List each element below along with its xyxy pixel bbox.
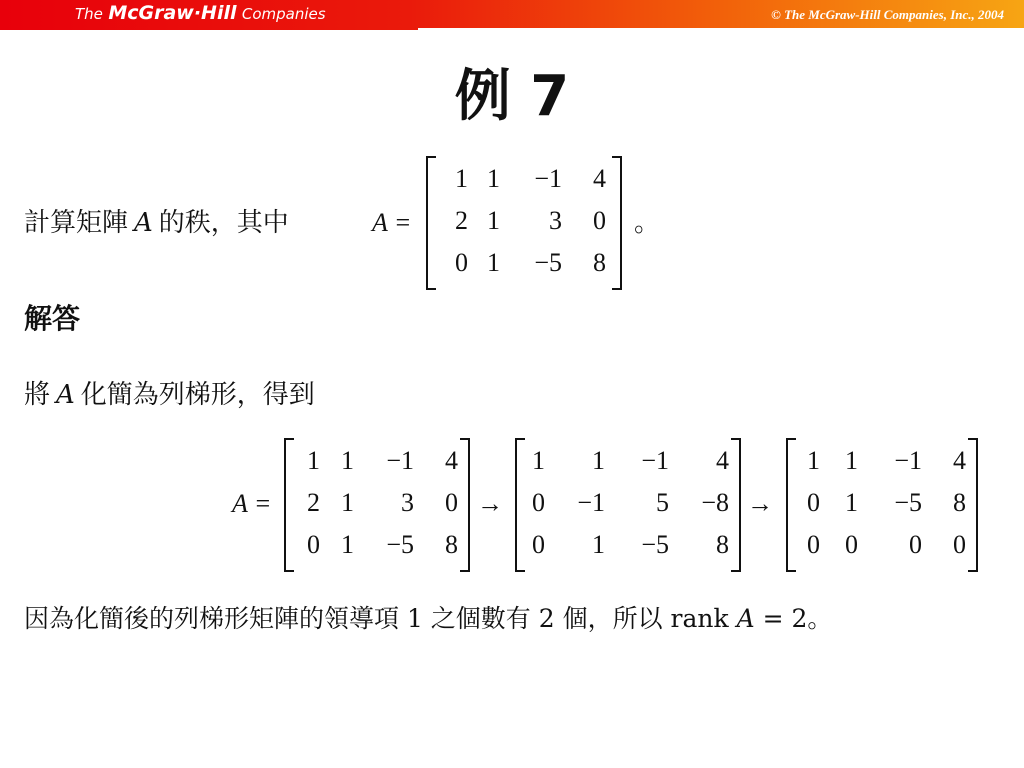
- right-bracket: [968, 438, 978, 572]
- matrix-cell: 1: [455, 164, 468, 193]
- conclusion-text1: 因為化簡後的列梯形矩陣的領導項 1 之個數有 2 個，所以 rank: [24, 604, 737, 633]
- matrix-cell: 4: [593, 164, 606, 193]
- matrix-cell: −1: [894, 446, 922, 475]
- matrix-cell: 2: [455, 206, 468, 235]
- reduce-suffix: 化簡為列梯形，得到: [80, 380, 315, 410]
- matrix-cell: 5: [656, 488, 669, 517]
- matrix-cell: 8: [716, 530, 729, 559]
- problem-eq-lhs: A =: [372, 208, 412, 237]
- reduce-var: A: [56, 380, 75, 410]
- matrix-table: [292, 440, 458, 566]
- matrix-step1: [515, 438, 741, 572]
- matrix-cell: 0: [532, 530, 545, 559]
- matrix-cell: 0: [807, 530, 820, 559]
- matrix-cell: 1: [592, 530, 605, 559]
- problem-suffix: 的秩，其中: [158, 208, 289, 238]
- matrix-cell: 0: [532, 488, 545, 517]
- matrix-cell: 8: [445, 530, 458, 559]
- matrix-cell: −5: [386, 530, 414, 559]
- matrix-cell: 1: [845, 488, 858, 517]
- matrix-table: [523, 440, 729, 566]
- matrix-row: [523, 524, 729, 566]
- left-bracket: [426, 156, 436, 290]
- matrix-cell: 4: [445, 446, 458, 475]
- matrix-table: [436, 158, 606, 284]
- matrix-cell: 1: [487, 206, 500, 235]
- matrix-cell: −1: [641, 446, 669, 475]
- logo-companies: Companies: [241, 5, 326, 23]
- matrix-cell: 1: [341, 446, 354, 475]
- copyright-notice: © The McGraw-Hill Companies, Inc., 2004: [771, 7, 1004, 22]
- matrix-cell: 1: [592, 446, 605, 475]
- problem-var: A: [134, 208, 153, 238]
- matrix-cell: −1: [534, 164, 562, 193]
- right-bracket: [731, 438, 741, 572]
- conclusion-sentence: [24, 602, 832, 636]
- matrix-cell: −1: [386, 446, 414, 475]
- matrix-cell: 1: [487, 164, 500, 193]
- logo-brand: McGraw·Hill: [108, 2, 237, 24]
- matrix-row: [292, 440, 458, 482]
- conclusion-var: A: [736, 604, 755, 633]
- matrix-cell: 2: [307, 488, 320, 517]
- matrix-problem: [426, 156, 622, 290]
- matrix-cell: 0: [455, 248, 468, 277]
- matrix-cell: 1: [845, 446, 858, 475]
- matrix-row: [292, 482, 458, 524]
- matrix-row: [794, 524, 966, 566]
- matrix-original: [284, 438, 470, 572]
- matrix-row: [523, 482, 729, 524]
- arrow-icon: →: [747, 489, 773, 518]
- matrix-cell: −5: [534, 248, 562, 277]
- slide-title: 例 7: [454, 64, 570, 129]
- matrix-row: [794, 482, 966, 524]
- solution-heading: 解答: [24, 302, 81, 335]
- matrix-cell: 1: [532, 446, 545, 475]
- right-bracket: [612, 156, 622, 290]
- matrix-cell: 4: [953, 446, 966, 475]
- mcgraw-hill-logo: [75, 2, 326, 24]
- problem-prefix: 計算矩陣: [24, 208, 129, 238]
- matrix-cell: 1: [341, 530, 354, 559]
- matrix-cell: 8: [953, 488, 966, 517]
- matrix-row: [436, 200, 606, 242]
- chain-eq-lhs: A =: [232, 489, 272, 518]
- reduction-sentence: [24, 378, 315, 412]
- matrix-row: [292, 524, 458, 566]
- matrix-cell: 1: [307, 446, 320, 475]
- header-bar: [0, 0, 1024, 30]
- matrix-cell: 0: [307, 530, 320, 559]
- matrix-row: [523, 440, 729, 482]
- matrix-cell: 1: [487, 248, 500, 277]
- problem-end: 。: [634, 208, 661, 238]
- problem-statement: [24, 206, 289, 240]
- matrix-row: [436, 242, 606, 284]
- matrix-cell: −5: [894, 488, 922, 517]
- matrix-cell: −1: [577, 488, 605, 517]
- matrix-cell: 0: [593, 206, 606, 235]
- matrix-cell: 4: [716, 446, 729, 475]
- matrix-cell: 3: [401, 488, 414, 517]
- matrix-cell: 1: [341, 488, 354, 517]
- matrix-table: [794, 440, 966, 566]
- arrow-icon: →: [477, 489, 503, 518]
- matrix-cell: 0: [445, 488, 458, 517]
- matrix-cell: 8: [593, 248, 606, 277]
- matrix-cell: 0: [807, 488, 820, 517]
- conclusion-text2: = 2。: [754, 604, 833, 633]
- logo-the: The: [75, 5, 103, 23]
- matrix-cell: 0: [909, 530, 922, 559]
- matrix-row: [794, 440, 966, 482]
- matrix-cell: 0: [845, 530, 858, 559]
- matrix-step2: [786, 438, 978, 572]
- matrix-cell: 3: [549, 206, 562, 235]
- right-bracket: [460, 438, 470, 572]
- matrix-cell: 1: [807, 446, 820, 475]
- matrix-cell: −8: [701, 488, 729, 517]
- header-underline: [418, 28, 1024, 30]
- matrix-cell: 0: [953, 530, 966, 559]
- matrix-cell: −5: [641, 530, 669, 559]
- reduce-prefix: 將: [24, 380, 51, 410]
- matrix-row: [436, 158, 606, 200]
